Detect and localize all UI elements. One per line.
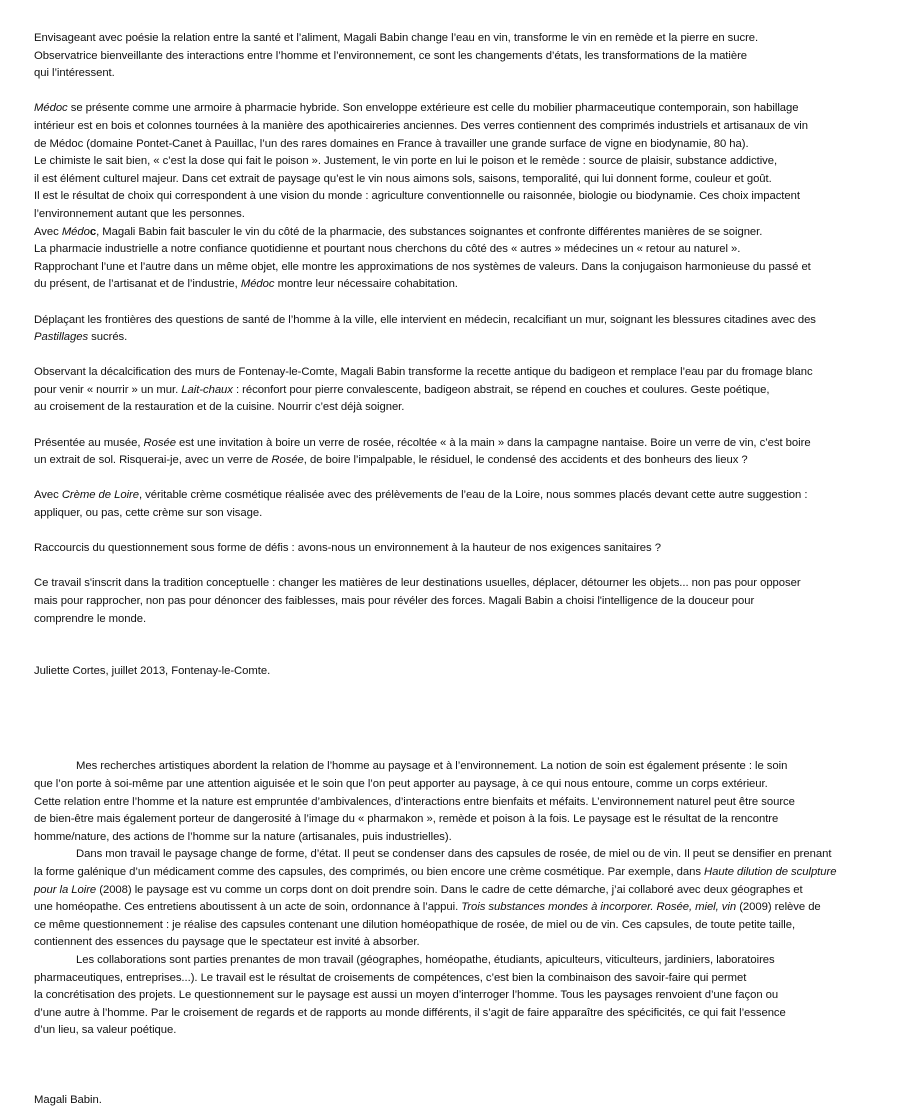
text-line: un extrait de sol. Risquerai-je, avec un verre de: [34, 454, 272, 467]
paragraph-paysage: [34, 846, 870, 952]
text-line: montre leur nécessaire cohabitation.: [274, 278, 458, 291]
paragraph-lait-chaux: [34, 364, 870, 417]
artwork-title-bold-letter: c: [89, 225, 97, 238]
text-line: Avec: [34, 225, 62, 238]
paragraph-collaborations: [34, 952, 870, 1040]
artwork-title: Médo: [61, 225, 90, 238]
artwork-title: Médoc: [34, 102, 68, 115]
artwork-title: Rosée: [271, 454, 304, 467]
text-line: qui l’intéressent.: [34, 67, 115, 80]
text-line: sucrés.: [88, 331, 128, 344]
text-line: Le chimiste le sait bien, « c’est la dose qui fait le poison ». Justement, le vin porte en lui le poison et le remède : source de plaisir, substance addictive,: [34, 155, 778, 168]
text-line: pour venir « nourrir » un mur.: [34, 383, 182, 396]
text-line: est une invitation à boire un verre de rosée, récoltée « à la main » dans la campagne nantaise. Boire un verre de vin, c’est boire: [175, 436, 811, 449]
text-line: Avec: [34, 489, 62, 502]
text-line: homme/nature, des actions de l’homme sur la nature (artisanales, puis industrielles).: [34, 830, 452, 843]
text-line: Raccourcis du questionnement sous forme de défis : avons-nous un environnement à la hauteur de nos exigences sanitaires ?: [34, 542, 661, 555]
artwork-title: Trois substances mondes à incorporer. Rosée, miel, vin: [461, 901, 737, 914]
artwork-title: Médoc: [240, 278, 275, 291]
artwork-title: Pastillages: [34, 331, 89, 344]
text-line: l’environnement autant que les personnes.: [34, 207, 245, 220]
text-line: Dans mon travail le paysage change de forme, d’état. Il peut se condenser dans des capsules de rosée, de miel ou de vin. Il peut se densifier en prenant: [76, 848, 832, 861]
text-line: (2008) le paysage est vu comme un corps dont on doit prendre soin. Dans le cadre de cette démarche, j’ai collaboré avec deux géographes et: [96, 883, 803, 896]
text-line: que l’on porte à soi-même par une attention aiguisée et le soin que l’on peut apporter au paysage, à ce qui nous entoure, comme un corps extérieur.: [34, 777, 768, 790]
text-line: au croisement de la restauration et de la cuisine. Nourrir c’est déjà soigner.: [34, 401, 405, 414]
text-line: comprendre le monde.: [34, 612, 147, 625]
artwork-title: Haute dilution de sculpture: [704, 865, 837, 878]
text-line: du présent, de l’artisanat et de l’industrie,: [34, 278, 241, 291]
text-line: Observant la décalcification des murs de Fontenay-le-Comte, Magali Babin transforme la recette antique du badigeon et remplace l’eau par du fromage blanc: [34, 366, 813, 379]
statement-babin: [34, 758, 870, 1110]
text-line: : réconfort pour pierre convalescente, badigeon abstrait, se répend en couches et coulures. Geste poétique,: [232, 383, 770, 396]
paragraph-recherches: [34, 758, 870, 846]
text-line: Rapprochant l’une et l’autre dans un même objet, elle montre les approximations de nos systèmes de valeurs. Dans la conjugaison harmonieuse du passé et: [34, 260, 811, 273]
text-line: Les collaborations sont parties prenantes de mon travail (géographes, homéopathe, étudiants, apiculteurs, viticulteurs, jardiniers, laboratoires: [76, 953, 775, 966]
text-line: appliquer, ou pas, cette crème sur son visage.: [34, 507, 263, 520]
essay-cortes: [34, 30, 870, 681]
text-line: Il est le résultat de choix qui correspondent à une vision du monde : agriculture conventionnelle ou raisonnée, biologie ou biodynamie. Ces choix impactent: [34, 190, 800, 203]
paragraph-rosee: [34, 435, 870, 470]
artwork-title: Rosée: [143, 436, 176, 449]
text-line: La pharmacie industrielle a notre confiance quotidienne et pourtant nous cherchons du côté des « autres » médecines un « retour au naturel ».: [34, 243, 741, 256]
artwork-title: Crème de Loire: [61, 489, 139, 502]
signature-cortes: Juliette Cortes, juillet 2013, Fontenay-le-Comte.: [34, 665, 271, 678]
text-line: de Médoc (domaine Pontet-Canet à Pauillac, l’un des rares domaines en France à travailler une grande surface de vigne en biodynamie, 80 ha).: [34, 137, 749, 150]
text-line: (2009) relève de: [736, 901, 821, 914]
text-line: , véritable crème cosmétique réalisée avec des prélèvements de l’eau de la Loire, nous sommes placés devant cette autre suggestion :: [138, 489, 808, 502]
text-line: Cette relation entre l’homme et la nature est empruntée d’ambivalences, d’interactions entre bienfaits et méfaits. L’environnement naturel peut être source: [34, 795, 795, 808]
paragraph-creme-de-loire: [34, 487, 870, 522]
text-line: d’un lieu, sa valeur poétique.: [34, 1024, 177, 1037]
document-page: [34, 30, 870, 1110]
paragraph-conclusion: [34, 575, 870, 628]
text-line: Déplaçant les frontières des questions de santé de l’homme à la ville, elle intervient en médecin, recalcifiant un mur, soignant les blessures citadines avec des: [34, 313, 816, 326]
text-line: pharmaceutiques, entreprises...). Le travail est le résultat de croisements de compétences, c’est bien la combinaison des savoir-faire qui permet: [34, 971, 747, 984]
text-line: contiennent des essences du paysage que le spectateur est invité à absorber.: [34, 936, 420, 949]
paragraph-medoc: [34, 100, 870, 294]
text-line: Présentée au musée,: [34, 436, 144, 449]
text-line: se présente comme une armoire à pharmacie hybride. Son enveloppe extérieure est celle du mobilier pharmaceutique contemporain, son habillage: [67, 102, 799, 115]
text-line: Ce travail s'inscrit dans la tradition conceptuelle : changer les matières de leur destinations usuelles, déplacer, détourner les objets... non pas pour opposer: [34, 577, 801, 590]
paragraph-pastillages: [34, 312, 870, 347]
paragraph-intro: [34, 30, 870, 83]
text-line: Envisageant avec poésie la relation entre la santé et l’aliment, Magali Babin change l’eau en vin, transforme le vin en remède et la pierre en sucre.: [34, 32, 759, 44]
text-line: il est élément culturel majeur. Dans cet extrait de paysage qu’est le vin nous aimons sols, saisons, temporalité, qui lui donnent forme, couleur et goût.: [34, 172, 772, 185]
text-line: la forme galénique d’un médicament comme des capsules, des comprimés, ou bien encore une crème cosmétique. Par exemple, dans: [34, 865, 705, 878]
artwork-title: pour la Loire: [34, 883, 97, 896]
text-line: , Magali Babin fait basculer le vin du côté de la pharmacie, des substances soignantes et confronte différentes manières de se soigner.: [96, 225, 763, 238]
text-line: de bien-être mais également porteur de dangerosité à l’image du « pharmakon », remède et poison à la fois. Le paysage est le résultat de la rencontre: [34, 813, 779, 826]
text-line: mais pour rapprocher, non pas pour dénoncer des faiblesses, mais pour révéler des forces. Magali Babin a choisi l'intelligence de la douceur pour: [34, 595, 755, 607]
signature-babin: Magali Babin.: [34, 1094, 102, 1107]
text-line: la concrétisation des projets. Le questionnement sur le paysage est aussi un moyen d’interroger l’homme. Tous les paysages renvoient d’une façon ou: [34, 989, 779, 1002]
text-line: Observatrice bienveillante des interactions entre l’homme et l’environnement, ce sont les changements d’états, les transformations de la matière: [34, 49, 748, 62]
artwork-title: Lait-chaux: [181, 383, 233, 396]
text-line: une homéopathe. Ces entretiens aboutissent à un acte de soin, ordonnance à l’appui.: [34, 901, 462, 914]
text-line: Mes recherches artistiques abordent la relation de l’homme au paysage et à l’environnement. La notion de soin est également présente : le soin: [76, 760, 788, 773]
text-line: , de boire l’impalpable, le résiduel, le condensé des accidents et des bonheurs des lieux ?: [303, 454, 748, 467]
text-line: d’une autre à l’homme. Par le croisement de regards et de rapports au monde différents, il s’agit de faire apparaître des spécificités, ce qui fait l’essence: [34, 1006, 786, 1019]
text-line: ce même questionnement : je réalise des capsules contenant une dilution homéopathique de rosée, de miel ou de vin. Ces capsules, de toute petite taille,: [34, 918, 796, 931]
paragraph-raccourcis: [34, 540, 870, 558]
text-line: intérieur est en bois et colonnes tournées à la manière des apothicaireries anciennes. Des verres contiennent des comprimés industriels et artisanaux de vin: [34, 119, 808, 132]
